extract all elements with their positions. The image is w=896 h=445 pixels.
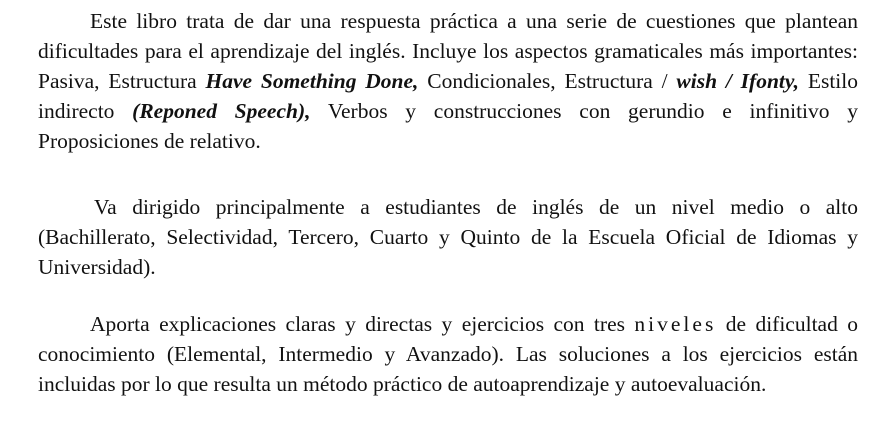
paragraph-audience	[38, 192, 858, 282]
text-segment: Estilo indirecto	[38, 69, 858, 123]
text-segment: Aporta explicaciones claras y directas y ejercicios con tres	[90, 312, 635, 336]
spaced-word-niveles: niveles	[634, 312, 717, 336]
text-segment: Va dirigido principalmente a estudiantes de inglés de un nivel medio o alto (Bachillerato, Selectividad, Tercero, Cuarto y Quinto de la Escuela Oficial de Idiomas y Universidad).	[38, 195, 858, 279]
text-segment: Este libro trata de dar una respuesta práctica a una serie de cuestiones que plantean dificultades para el aprendizaje del inglés. Incluye los aspectos gramaticales más importantes: Pasiva, Estructura	[38, 9, 858, 93]
emphasis-wish-ifonty: wish / Ifonty,	[676, 69, 799, 93]
paragraph-intro	[38, 6, 858, 156]
emphasis-have-something-done: Have Something Done,	[205, 69, 419, 93]
emphasis-reported-speech: (Reponed Speech),	[132, 99, 311, 123]
text-segment: Verbos y construcciones con gerundio e infinitivo y Proposiciones de relativo.	[38, 99, 859, 153]
text-segment: Condicionales, Estructura /	[418, 69, 677, 93]
paragraph-method	[38, 309, 858, 399]
text-segment: de dificultad o conocimiento (Elemental, Intermedio y Avanzado). Las soluciones a los ejercicios están incluidas por lo que resulta un método práctico de autoaprendizaje y autoevaluación.	[38, 312, 858, 396]
